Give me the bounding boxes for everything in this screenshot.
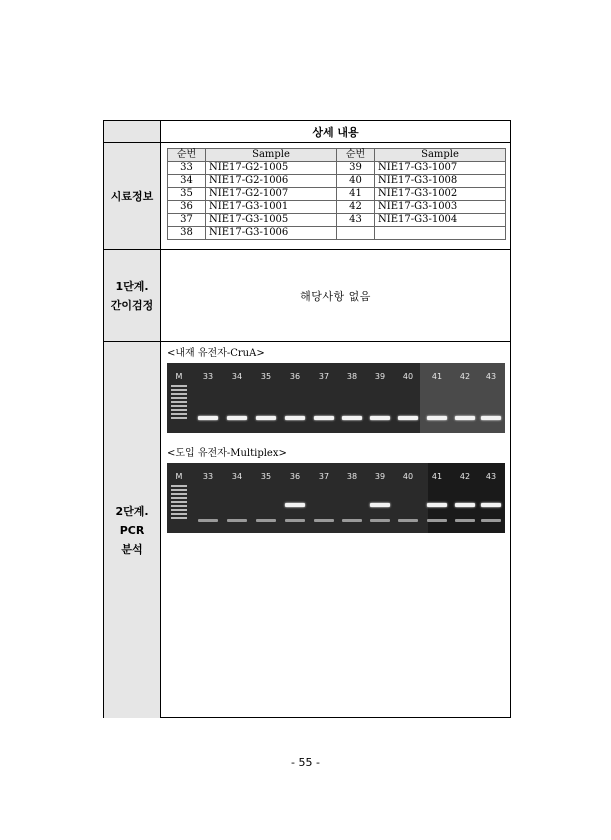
- lane-label: 41: [431, 472, 443, 481]
- lane-label: 35: [260, 472, 272, 481]
- dna-band: [481, 519, 501, 522]
- dna-band: [285, 503, 305, 507]
- dna-band: [481, 503, 501, 507]
- table-row: [168, 162, 506, 175]
- ladder-band: [171, 501, 187, 503]
- sample-table-header: [168, 149, 506, 162]
- dna-band: [455, 519, 475, 522]
- ladder-band: [171, 417, 187, 419]
- sample-id: NIE17-G3-1005: [206, 214, 337, 227]
- sample-id: NIE17-G3-1008: [375, 175, 506, 188]
- lane-label: 43: [485, 472, 497, 481]
- lane-label: 38: [346, 372, 358, 381]
- ladder-band: [171, 517, 187, 519]
- sample-id: NIE17-G3-1001: [206, 201, 337, 214]
- sample-no: 34: [168, 175, 206, 188]
- dna-band: [198, 416, 218, 420]
- column-header: 순번: [168, 149, 206, 162]
- gel-image-crua: [167, 363, 505, 433]
- dna-band: [342, 519, 362, 522]
- lane-label: 35: [260, 372, 272, 381]
- dna-band: [256, 416, 276, 420]
- ladder-band: [171, 397, 187, 399]
- ladder-band: [171, 413, 187, 415]
- detail-table: [103, 120, 511, 718]
- dna-band: [427, 519, 447, 522]
- dna-band: [427, 416, 447, 420]
- header-label-cell: [104, 121, 161, 142]
- dna-band: [314, 416, 334, 420]
- dna-band: [285, 416, 305, 420]
- lane-label: 34: [231, 472, 243, 481]
- sample-no: 43: [337, 214, 375, 227]
- lane-label: M: [175, 472, 183, 481]
- dna-band: [370, 416, 390, 420]
- sample-no: 39: [337, 162, 375, 175]
- dna-band: [227, 416, 247, 420]
- header-row: [104, 121, 510, 143]
- lane-label: 38: [346, 472, 358, 481]
- table-title: 상세 내용: [312, 125, 359, 139]
- sample-id: NIE17-G2-1005: [206, 162, 337, 175]
- lane-label: 39: [374, 472, 386, 481]
- ladder-band: [171, 493, 187, 495]
- sample-no: 36: [168, 201, 206, 214]
- dna-band: [398, 519, 418, 522]
- lane-label: 39: [374, 372, 386, 381]
- sample-no: 42: [337, 201, 375, 214]
- gel1-title: <내재 유전자-CruA>: [167, 348, 265, 359]
- lane-label: 40: [402, 472, 414, 481]
- table-row: [168, 175, 506, 188]
- lane-label: 37: [318, 372, 330, 381]
- table-row: [168, 201, 506, 214]
- ladder-band: [171, 393, 187, 395]
- ladder-band: [171, 505, 187, 507]
- dna-band: [342, 416, 362, 420]
- dna-band: [227, 519, 247, 522]
- lane-label: 33: [202, 472, 214, 481]
- sample-no: 40: [337, 175, 375, 188]
- page-number: - 55 -: [291, 756, 320, 769]
- ladder-band: [171, 485, 187, 487]
- gel2-title: <도입 유전자-Multiplex>: [167, 448, 287, 459]
- ladder-band: [171, 489, 187, 491]
- dna-band: [370, 519, 390, 522]
- dna-band: [314, 519, 334, 522]
- ladder-band: [171, 389, 187, 391]
- table-row: [168, 188, 506, 201]
- lane-label: 42: [459, 472, 471, 481]
- step1-label: 1단계. 간이검정: [104, 250, 161, 341]
- lane-label: 40: [402, 372, 414, 381]
- gel-image-multiplex: [167, 463, 505, 533]
- sample-id: [375, 227, 506, 240]
- sample-no: [337, 227, 375, 240]
- sample-no: 38: [168, 227, 206, 240]
- lane-label: 37: [318, 472, 330, 481]
- lane-label: 34: [231, 372, 243, 381]
- ladder-band: [171, 385, 187, 387]
- sample-id: NIE17-G3-1007: [375, 162, 506, 175]
- lane-label: 36: [289, 472, 301, 481]
- sample-table: [167, 148, 506, 240]
- dna-band: [198, 519, 218, 522]
- sample-id: NIE17-G2-1007: [206, 188, 337, 201]
- dna-band: [256, 519, 276, 522]
- step2-row: [104, 342, 510, 718]
- ladder-band: [171, 409, 187, 411]
- table-row: [168, 227, 506, 240]
- table-row: [168, 214, 506, 227]
- ladder-band: [171, 497, 187, 499]
- sample-id: NIE17-G3-1002: [375, 188, 506, 201]
- sample-no: 35: [168, 188, 206, 201]
- dna-band: [455, 503, 475, 507]
- sample-no: 41: [337, 188, 375, 201]
- step2-label: 2단계. PCR 분석: [104, 342, 161, 718]
- column-header: 순번: [337, 149, 375, 162]
- dna-band: [370, 503, 390, 507]
- lane-label: 41: [431, 372, 443, 381]
- ladder-band: [171, 513, 187, 515]
- dna-band: [285, 519, 305, 522]
- sample-id: NIE17-G3-1006: [206, 227, 337, 240]
- column-header: Sample: [206, 149, 337, 162]
- sample-id: NIE17-G2-1006: [206, 175, 337, 188]
- dna-band: [427, 503, 447, 507]
- sample-info-label: 시료정보: [104, 143, 161, 249]
- ladder-band: [171, 405, 187, 407]
- step1-content: 해당사항 없음: [300, 289, 371, 303]
- sample-id: NIE17-G3-1003: [375, 201, 506, 214]
- sample-no: 33: [168, 162, 206, 175]
- dna-band: [455, 416, 475, 420]
- ladder-band: [171, 401, 187, 403]
- step1-row: [104, 250, 510, 342]
- dna-band: [481, 416, 501, 420]
- lane-label: M: [175, 372, 183, 381]
- lane-label: 42: [459, 372, 471, 381]
- dna-band: [398, 416, 418, 420]
- lane-label: 33: [202, 372, 214, 381]
- sample-id: NIE17-G3-1004: [375, 214, 506, 227]
- column-header: Sample: [375, 149, 506, 162]
- sample-info-row: [104, 143, 510, 250]
- ladder-band: [171, 509, 187, 511]
- lane-label: 36: [289, 372, 301, 381]
- lane-label: 43: [485, 372, 497, 381]
- sample-no: 37: [168, 214, 206, 227]
